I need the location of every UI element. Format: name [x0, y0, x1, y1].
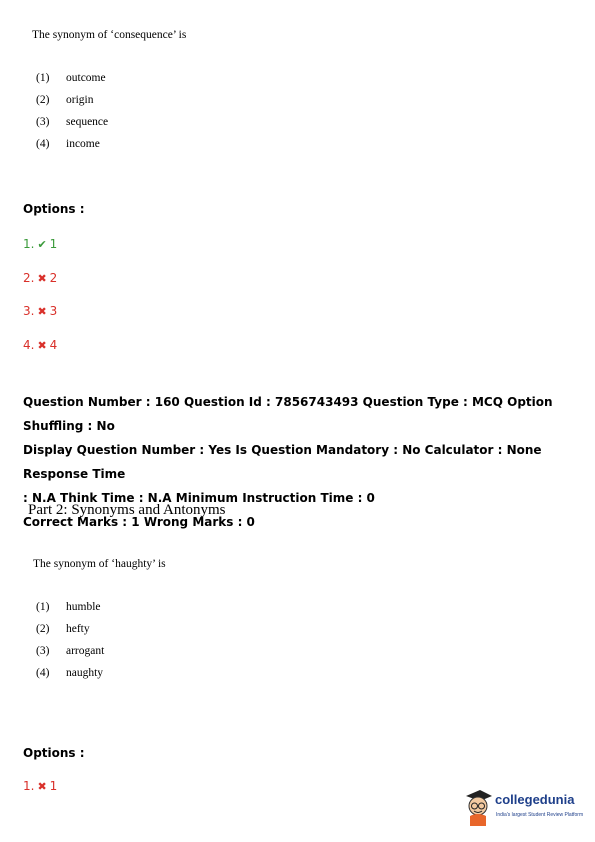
choice-item [36, 72, 106, 84]
option-label: 1. [23, 237, 35, 251]
option-label: 2. [23, 271, 35, 285]
option-item [23, 271, 57, 285]
option-label: 4. [23, 338, 35, 352]
choice-item [36, 94, 93, 106]
choice-number: (2) [36, 94, 50, 106]
cross-icon: ✖ [37, 272, 47, 285]
metadata-line: Question Number : 160 Question Id : 7856743493 Question Type : MCQ Option Shuffling : No [23, 395, 553, 433]
collegedunia-logo [462, 786, 590, 828]
option-item [23, 779, 57, 793]
logo-tagline: India's largest Student Review Platform [496, 812, 584, 818]
option-value: 4 [49, 338, 58, 352]
question-text: The synonym of ‘consequence’ is [32, 29, 187, 41]
option-item [23, 338, 57, 352]
choice-item [36, 645, 104, 657]
option-item [23, 237, 57, 251]
choice-number: (2) [36, 623, 50, 635]
choice-text: hefty [66, 623, 90, 635]
choice-item [36, 601, 101, 613]
choice-text: origin [66, 94, 94, 106]
choice-text: income [66, 138, 100, 150]
choice-text: sequence [66, 116, 109, 128]
choice-number: (1) [36, 601, 50, 613]
option-label: 3. [23, 304, 35, 318]
choice-text: humble [66, 601, 101, 613]
choice-number: (1) [36, 72, 50, 84]
option-label: 1. [23, 779, 35, 793]
choice-text: outcome [66, 72, 106, 84]
part-title: Part 2: Synonyms and Antonyms [28, 502, 226, 518]
metadata-line: : N.A Think Time : N.A Minimum Instruction Time : 0 [23, 491, 375, 505]
choice-item [36, 667, 103, 679]
options-heading: Options : [23, 202, 85, 216]
options-heading: Options : [23, 746, 85, 760]
option-value: 1 [49, 779, 58, 793]
metadata-line: Display Question Number : Yes Is Question Mandatory : No Calculator : None Response Time [23, 443, 542, 481]
choice-number: (3) [36, 116, 50, 128]
option-value: 3 [49, 304, 58, 318]
choice-item [36, 623, 90, 635]
marks-line: Correct Marks : 1 Wrong Marks : 0 [23, 515, 255, 529]
choice-number: (4) [36, 138, 50, 150]
student-mascot-icon [462, 786, 494, 826]
choice-item [36, 116, 108, 128]
cross-icon: ✖ [37, 339, 47, 352]
logo-wordmark: collegedunia [495, 792, 575, 807]
cross-icon: ✖ [37, 780, 47, 793]
choice-item [36, 138, 100, 150]
choice-text: naughty [66, 667, 104, 679]
option-value: 2 [49, 271, 58, 285]
choice-number: (3) [36, 645, 50, 657]
cross-icon: ✖ [37, 305, 47, 318]
option-item [23, 304, 57, 318]
choice-number: (4) [36, 667, 50, 679]
option-value: 1 [49, 237, 58, 251]
question-text: The synonym of ‘haughty’ is [33, 558, 166, 570]
choice-text: arrogant [66, 645, 105, 657]
check-icon: ✔ [37, 238, 47, 251]
